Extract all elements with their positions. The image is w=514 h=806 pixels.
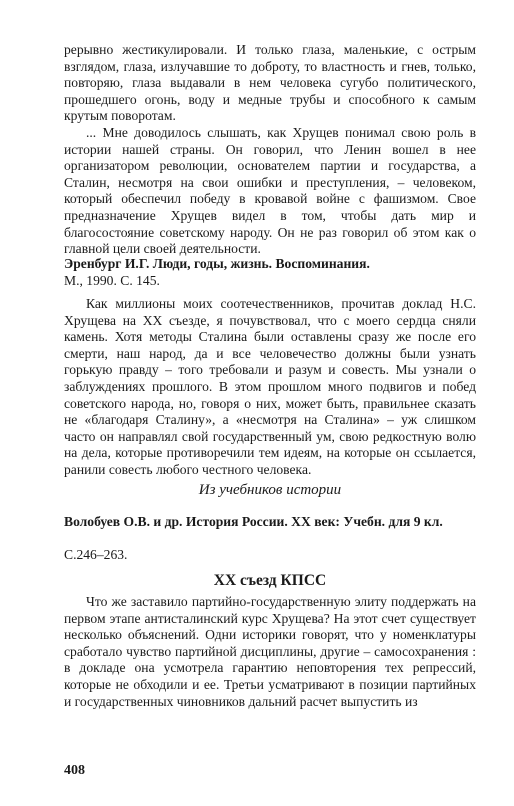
text-paragraph: ... Мне доводилось слышать, как Хрущев понимал свою роль в истории нашей страны. Он говорил, что Ленин вошел в нее организатором революции, основателем партии и государства, а Сталин, несмотря на свои ошибки и преступления, – человеком, который обеспечил победу в кровавой войне с фашизмом. Свое предназначение Хрущев видел в том, чтобы дать мир и благосостояние советскому народу. Он не раз говорил об этом как о главной цели своей деятельности. — [64, 125, 476, 257]
text-paragraph: Как миллионы моих соотечественников, прочитав доклад Н.С. Хрущева на XX съезде, я почувствовал, что с моего сердца сняли камень. Хотя методы Сталина были оставлены сразу же после его смерти, наш народ, да и все человечество должны были узнать горькую правду – того требовали и разум и совесть. Мы узнали о заблуждениях прошлого. В этом прошлом много подвигов и побед советского народа, но, говоря о них, может быть, правильнее сказать не «благодаря Сталину», а «несмотря на Сталина» – уж слишком часто он направлял свой государственный ум, свою редкостную волю на дела, которые противоречили тем идеям, на которые он ссылается, ранили совесть любого честного человека. — [64, 296, 476, 477]
text-paragraph: рерывно жестикулировали. И только глаза, маленькие, с острым взглядом, глаза, излучавшие то доброту, то властность и гнев, только, повторяю, глаза выдавали в нем человека сугубо политического, прошедшего огонь, воду и медные трубы и способного к самым крутым поворотам. — [64, 42, 476, 124]
section-italic-heading: Из учебников истории — [198, 482, 342, 498]
source-citation-title: Волобуев О.В. и др. История России. XX век: Учебн. для 9 кл. — [64, 514, 443, 529]
source-citation-details: М., 1990. С. 145. — [64, 273, 160, 288]
text-paragraph: Что же заставило партийно-государственную элиту поддержать на первом этапе антисталинский курс Хрущева? На этот счет существует несколько объяснений. Одни историки говорят, что у номенклатуры сработало чувство партийной дисциплины, другие – самосохранения : в докладе она усмотрела гарантию неповторения тех репрессий, которые не обходили и ее. Третьи усматривают в позиции партийных и государственных чиновников дальний расчет выпустить из — [64, 594, 476, 709]
source-citation-details: С.246–263. — [64, 547, 128, 562]
source-citation-title: Эренбург И.Г. Люди, годы, жизнь. Воспоминания. — [64, 256, 370, 271]
chapter-heading: XX съезд КПСС — [213, 572, 327, 589]
page-number: 408 — [64, 763, 85, 778]
